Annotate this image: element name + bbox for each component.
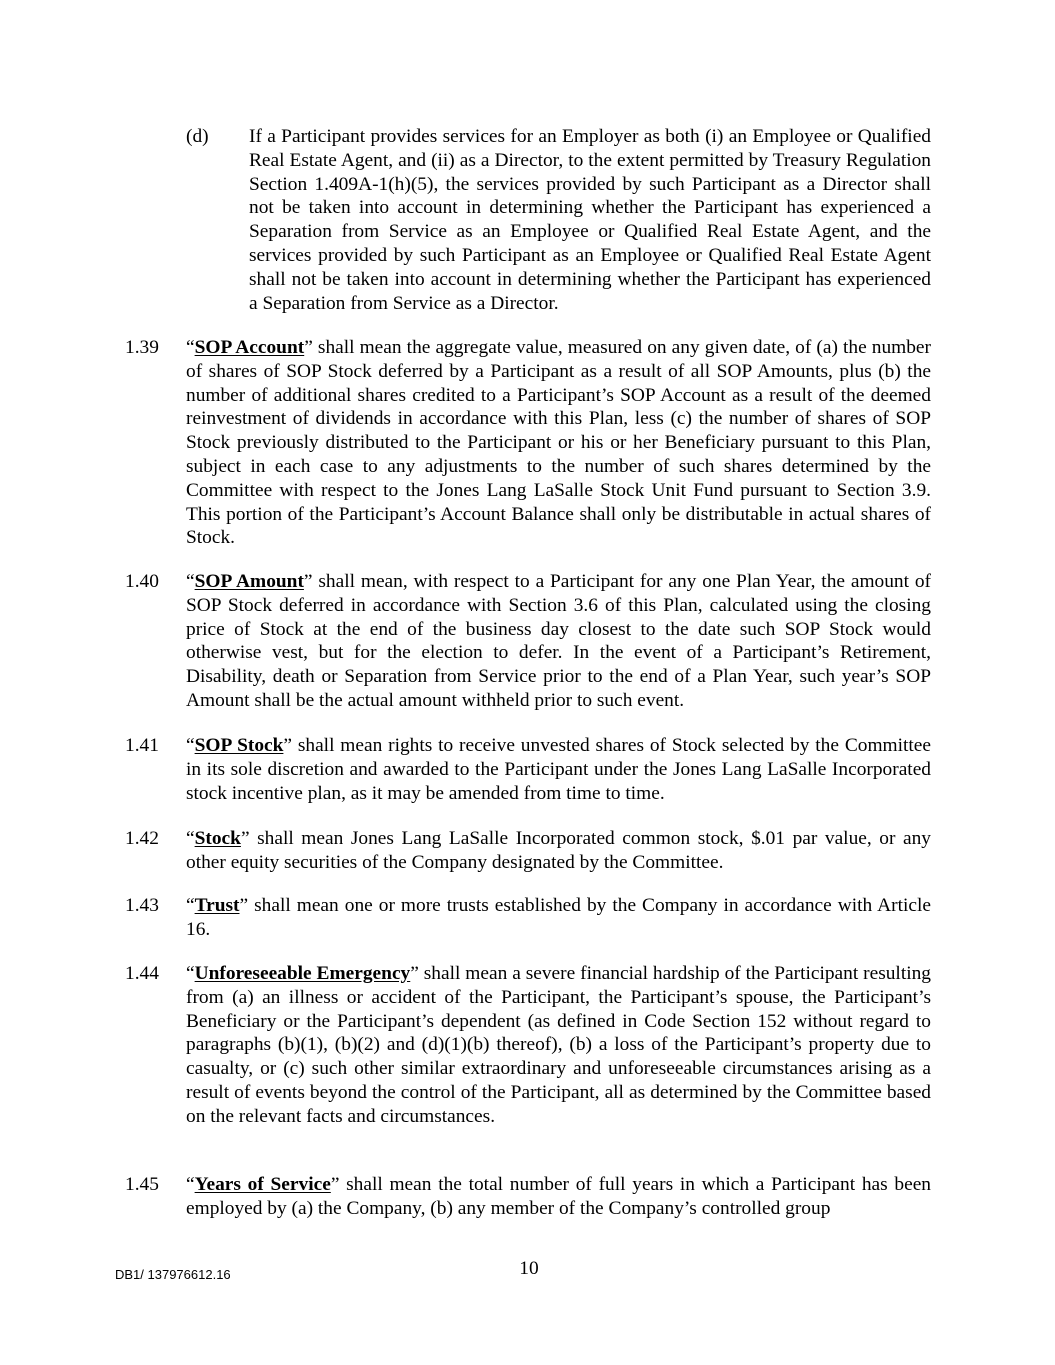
definition-text: ” shall mean the total number of full years in which a Participant has been employed by (a) the Company, (b) any member of the Company’s controlled group — [186, 1174, 932, 1219]
open-quote: “ — [186, 895, 195, 916]
page-number: 10 — [519, 1258, 539, 1279]
section-number-1-44: 1.44 — [125, 963, 159, 984]
section-number-1-40: 1.40 — [125, 571, 159, 592]
definition-unforeseeable-emergency — [186, 962, 931, 1129]
defined-term: SOP Amount — [194, 571, 304, 592]
definition-years-of-service — [186, 1173, 931, 1221]
definition-text: ” shall mean the aggregate value, measured on any given date, of (a) the number of shares of SOP Stock deferred by a Participant as a result of all SOP Amounts, plus (b) the number of additional shares credited to a Participant’s SOP Account as a result of the deemed reinvestment of dividends in accordance with this Plan, less (c) the number of shares of SOP Stock previously distributed to the Participant or his or her Beneficiary pursuant to this Plan, subject in each case to any adjustments to the number of such shares determined by the Committee with respect to the Jones Lang LaSalle Stock Unit Fund pursuant to Section 3.9. This portion of the Participant’s Account Balance shall only be distributable in actual shares of Stock. — [186, 337, 931, 549]
open-quote: “ — [186, 828, 195, 849]
section-number-1-42: 1.42 — [125, 828, 159, 849]
defined-term: Trust — [194, 895, 240, 916]
open-quote: “ — [186, 337, 195, 358]
definition-text: ” shall mean Jones Lang LaSalle Incorporated common stock, $.01 par value, or any other equity securities of the Company designated by the Committee. — [186, 828, 931, 873]
clause-d-label: (d) — [186, 126, 209, 147]
definition-sop-stock — [186, 734, 931, 805]
definition-sop-account — [186, 336, 931, 550]
section-number-1-39: 1.39 — [125, 337, 159, 358]
defined-term: Years of Service — [194, 1174, 331, 1195]
open-quote: “ — [186, 963, 195, 984]
definition-stock — [186, 827, 931, 875]
defined-term: SOP Stock — [194, 735, 284, 756]
definition-text: ” shall mean one or more trusts established by the Company in accordance with Article 16. — [186, 895, 931, 940]
definition-text: ” shall mean, with respect to a Participant for any one Plan Year, the amount of SOP Stock deferred in accordance with Section 3.6 of this Plan, calculated using the closing price of Stock at the end of the business day closest to the date such SOP Stock would otherwise vest, but for the election to defer. In the event of a Participant’s Retirement, Disability, death or Separation from Service prior to the end of a Plan Year, such year’s SOP Amount shall be the actual amount withheld prior to such event. — [186, 571, 932, 711]
section-number-1-41: 1.41 — [125, 735, 159, 756]
definition-sop-amount — [186, 570, 931, 713]
defined-term: SOP Account — [194, 337, 305, 358]
defined-term: Stock — [194, 828, 241, 849]
open-quote: “ — [186, 1174, 195, 1195]
definition-trust — [186, 894, 931, 942]
definition-text: ” shall mean a severe financial hardship of the Participant resulting from (a) an illness or accident of the Participant, the Participant’s spouse, the Participant’s Beneficiary or the Participant’s dependent (as defined in Code Section 152 without regard to paragraphs (b)(1), (b)(2) and (d)(1)(b) thereof), (b) a loss of the Participant’s property due to casualty, or (c) such other similar extraordinary and unforeseeable circumstances arising as a result of events beyond the control of the Participant, all as determined by the Committee based on the relevant facts and circumstances. — [186, 963, 931, 1127]
section-number-1-43: 1.43 — [125, 895, 159, 916]
clause-d-text: If a Participant provides services for an Employer as both (i) an Employee or Qualified Real Estate Agent, and (ii) as a Director, to the extent permitted by Treasury Regulation Section 1.409A-1(h)(5), the services provided by such Participant as a Director shall not be taken into account in determining whether the Participant has experienced a Separation from Service as an Employee or Qualified Real Estate Agent, and the services provided by such Participant as an Employee or Qualified Real Estate Agent shall not be taken into account in determining whether the Participant has experienced a Separation from Service as a Director. — [249, 126, 931, 314]
open-quote: “ — [186, 735, 195, 756]
defined-term: Unforeseeable Emergency — [194, 963, 411, 984]
open-quote: “ — [186, 571, 195, 592]
document-id: DB1/ 137976612.16 — [115, 1267, 231, 1282]
definition-text: ” shall mean rights to receive unvested shares of Stock selected by the Committee in its sole discretion and awarded to the Participant under the Jones Lang LaSalle Incorporated stock incentive plan, as it may be amended from time to time. — [186, 735, 931, 804]
section-number-1-45: 1.45 — [125, 1174, 159, 1195]
